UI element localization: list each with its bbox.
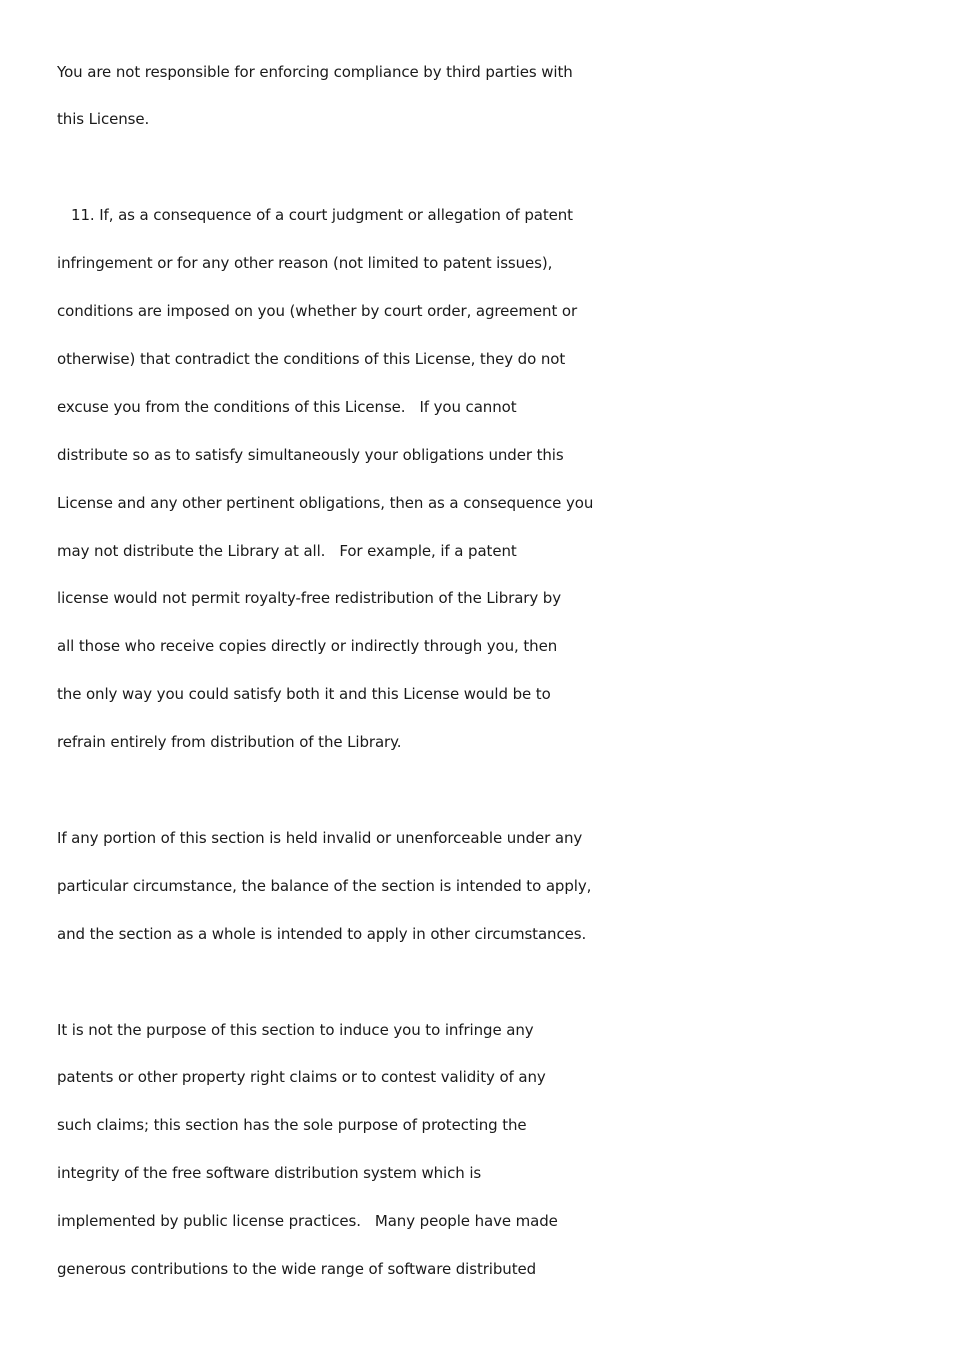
text-line: You are not responsible for enforcing compliance by third parties with <box>57 63 573 81</box>
text-line: patents or other property right claims or to contest validity of any <box>57 1068 546 1086</box>
text-line: license would not permit royalty-free redistribution of the Library by <box>57 589 561 607</box>
text-line: and the section as a whole is intended to apply in other circumstances. <box>57 925 587 943</box>
text-line: implemented by public license practices. Many people have made <box>57 1212 558 1230</box>
text-line: this License. <box>57 110 150 128</box>
text-line: otherwise) that contradict the conditions of this License, they do not <box>57 350 566 368</box>
text-line: conditions are imposed on you (whether by court order, agreement or <box>57 302 578 320</box>
text-line: It is not the purpose of this section to induce you to infringe any <box>57 1021 534 1039</box>
text-line: integrity of the free software distribution system which is <box>57 1164 482 1182</box>
text-line: generous contributions to the wide range of software distributed <box>57 1260 537 1278</box>
text-line: If any portion of this section is held invalid or unenforceable under any <box>57 829 583 847</box>
text-line: the only way you could satisfy both it and this License would be to <box>57 685 551 703</box>
text-line: all those who receive copies directly or indirectly through you, then <box>57 637 558 655</box>
text-line: 11. If, as a consequence of a court judgment or allegation of patent <box>57 206 573 224</box>
text-line: distribute so as to satisfy simultaneously your obligations under this <box>57 446 564 464</box>
text-line: may not distribute the Library at all. For example, if a patent <box>57 542 517 560</box>
text-line: excuse you from the conditions of this License. If you cannot <box>57 398 517 416</box>
text-line: such claims; this section has the sole purpose of protecting the <box>57 1116 527 1134</box>
text-line: particular circumstance, the balance of the section is intended to apply, <box>57 877 592 895</box>
text-line: infringement or for any other reason (not limited to patent issues), <box>57 254 553 272</box>
text-line: refrain entirely from distribution of the Library. <box>57 733 402 751</box>
text-line: License and any other pertinent obligations, then as a consequence you <box>57 494 594 512</box>
